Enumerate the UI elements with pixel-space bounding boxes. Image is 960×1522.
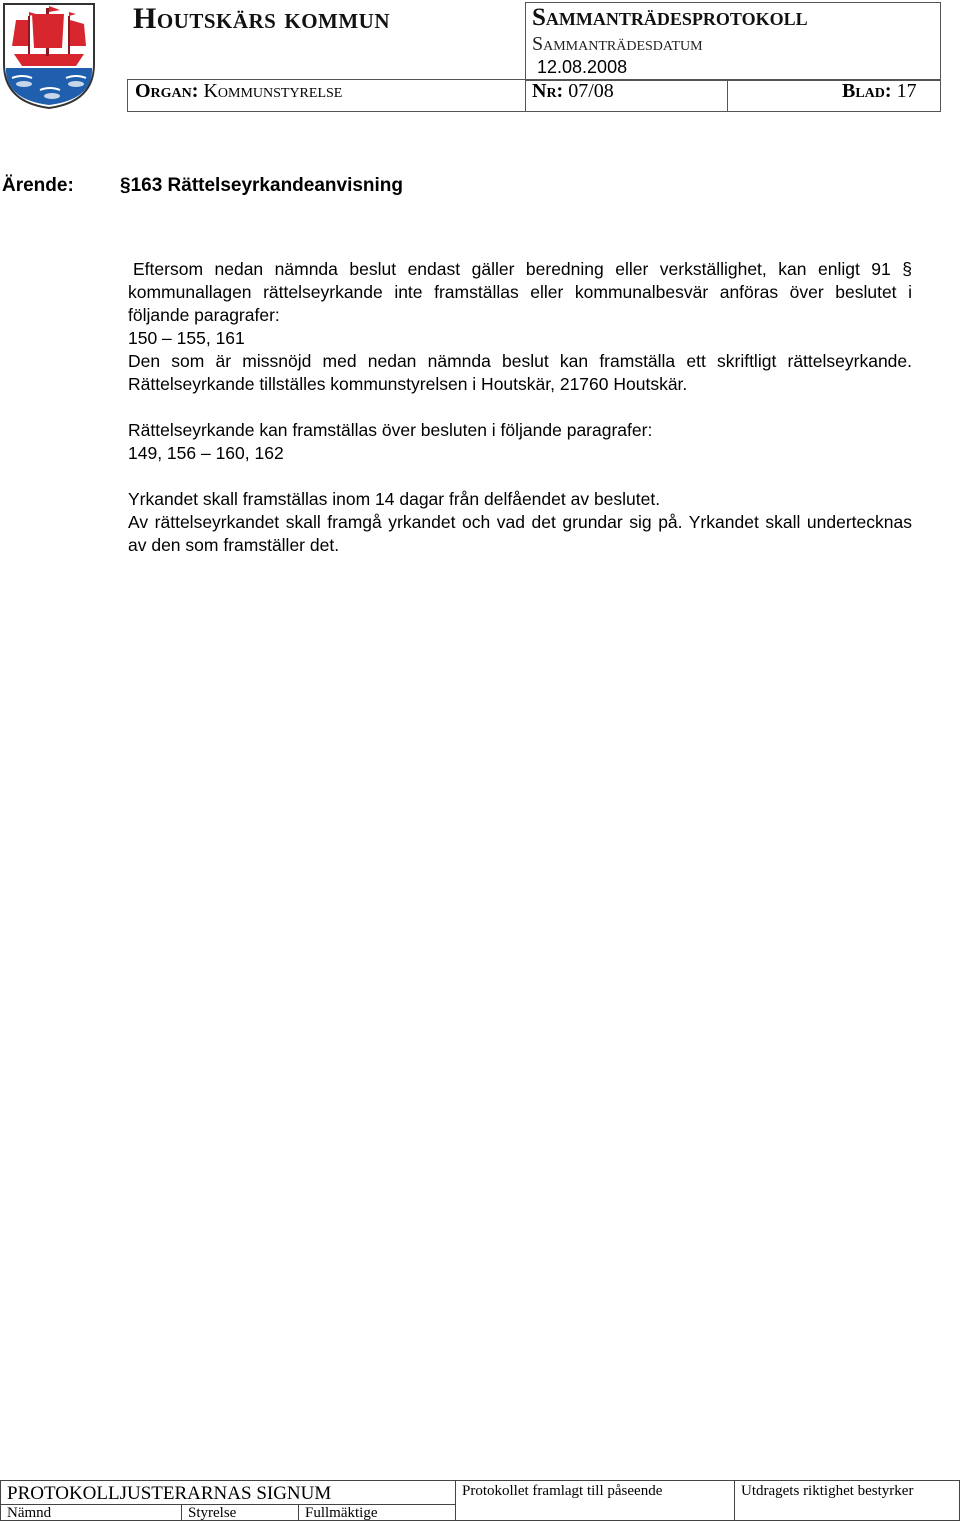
footer-framlagt: Protokollet framlagt till påseende (462, 1483, 663, 1499)
blad-value: 17 (896, 80, 917, 102)
nr-value: 07/08 (568, 80, 614, 102)
organ-value: Kommunstyrelse (203, 80, 343, 102)
municipal-crest-logo (2, 2, 96, 110)
paragraph-non-appealable-refs: 150 – 155, 161 (128, 328, 245, 348)
paragraph-non-appealable: Eftersom nedan nämnda beslut endast gäller beredning eller verkställighet, kan enligt 91 § kommunallagen rättelseyrkande inte framställas eller kommunalbesvär anföras över beslutet i följande paragrafer: (128, 259, 912, 325)
footer-col-namnd: Nämnd (0, 1504, 182, 1521)
footer-riktighet-cell (734, 1480, 960, 1521)
footer-col-fullmaktige: Fullmäktige (298, 1504, 456, 1521)
nr-label: Nr: (532, 80, 564, 102)
paragraph-appealable: Rättelseyrkande kan framställas över besluten i följande paragrafer: (128, 420, 653, 440)
paragraph-requirements: Av rättelseyrkandet skall framgå yrkandet och vad det grundar sig på. Yrkandet skall undertecknas av den som framställer det. (128, 512, 912, 555)
arende-title: §163 Rättelseyrkandeanvisning (120, 175, 404, 196)
footer-riktighet: Utdragets riktighet bestyrker (741, 1483, 914, 1499)
footer-framlagt-cell (455, 1480, 735, 1521)
paragraph-deadline: Yrkandet skall framställas inom 14 dagar från delfåendet av beslutet. (128, 489, 661, 509)
nr-field (532, 80, 614, 103)
municipality-name: Houtskärs kommun (133, 2, 391, 35)
document-header (0, 0, 960, 115)
arende-label: Ärende: (2, 175, 74, 196)
paragraph-appeal-info: Den som är missnöjd med nedan nämnda beslut kan framställa ett skriftligt rättelseyrkande. Rättelseyrkande tillställes kommunstyrelsen i Houtskär, 21760 Houtskär. (128, 351, 912, 394)
footer-signum-title: PROTOKOLLJUSTERARNAS SIGNUM (7, 1483, 332, 1504)
organ-label: Organ: (135, 80, 199, 102)
organ-field (135, 80, 342, 103)
blad-label: Blad: (842, 80, 892, 102)
document-title: Sammanträdesprotokoll (532, 4, 808, 31)
meeting-date-label: Sammanträdesdatum (532, 33, 703, 55)
blad-field (842, 80, 917, 103)
footer-col-styrelse: Styrelse (181, 1504, 299, 1521)
meeting-date-value: 12.08.2008 (537, 57, 628, 77)
paragraph-appealable-refs: 149, 156 – 160, 162 (128, 443, 284, 463)
